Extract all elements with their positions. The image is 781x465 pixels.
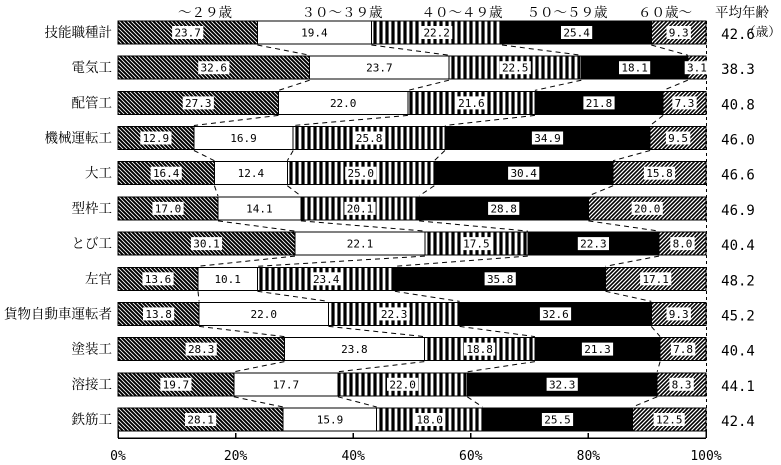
connector-line — [338, 397, 377, 407]
bar-row — [72, 197, 755, 220]
bar-row — [72, 408, 755, 431]
x-axis-tick-label: 60% — [459, 449, 483, 464]
average-age-value: 40.4 — [721, 238, 755, 255]
segment-value: 7.8 — [673, 343, 694, 357]
segment-value: 22.5 — [501, 61, 529, 75]
bar-row — [72, 232, 755, 255]
segment-value: 18.1 — [621, 61, 648, 75]
bar-row — [72, 56, 755, 79]
connector-line — [338, 362, 424, 372]
connector-line — [606, 256, 660, 266]
segment-value: 17.0 — [154, 202, 182, 216]
category-label: 配管工 — [71, 95, 112, 112]
bar-row — [45, 127, 755, 150]
segment-value: 22.1 — [346, 237, 374, 251]
connector-line — [467, 397, 482, 407]
segment-value: 18.8 — [466, 343, 493, 357]
segment-value: 9.3 — [668, 26, 689, 40]
segment-value: 23.4 — [312, 272, 340, 286]
category-label: 左官 — [85, 271, 112, 288]
x-axis-tick-label: 80% — [576, 449, 601, 464]
connector-line — [395, 256, 528, 266]
segment-value: 20.1 — [346, 202, 374, 216]
segment-value: 27.3 — [185, 96, 212, 110]
segment-value: 9.3 — [668, 307, 689, 321]
connector-line — [199, 326, 284, 336]
connector-line — [657, 362, 660, 372]
segment-value: 22.2 — [423, 26, 450, 40]
bar-row — [72, 373, 755, 396]
segment-value: 30.4 — [510, 167, 537, 181]
bar-row — [72, 338, 755, 361]
connector-line — [650, 115, 663, 125]
connector-line — [502, 45, 581, 55]
connector-line — [293, 115, 408, 125]
connector-line — [198, 291, 199, 301]
average-age-value: 46.0 — [721, 132, 755, 149]
segment-value: 28.8 — [490, 202, 517, 216]
segment-value: 3.1 — [686, 61, 707, 75]
segment-value: 25.4 — [563, 26, 590, 40]
x-axis-tick-label: 100% — [690, 449, 722, 464]
segment-value: 15.9 — [316, 413, 344, 427]
connector-line — [460, 326, 535, 336]
bar-row — [72, 91, 755, 114]
segment-value: 13.8 — [145, 307, 172, 321]
segment-value: 12.5 — [656, 413, 683, 427]
average-age-header: 平均年齢 — [715, 5, 769, 21]
segment-value: 17.1 — [642, 272, 669, 286]
segment-value: 34.9 — [534, 132, 561, 145]
connector-line — [419, 221, 528, 231]
segment-value: 12.4 — [237, 167, 265, 181]
age-group-header: ３０～３９歳 — [301, 5, 383, 21]
x-axis-tick-label: 20% — [223, 449, 248, 464]
segment-value: 25.5 — [544, 413, 571, 427]
average-age-value: 44.1 — [721, 378, 755, 395]
segment-value: 23.8 — [341, 343, 368, 357]
segment-value: 23.7 — [366, 61, 393, 75]
connector-line — [371, 45, 449, 55]
segment-value: 15.8 — [646, 167, 673, 181]
connector-line — [287, 151, 293, 161]
connector-line — [419, 186, 434, 196]
connector-line — [234, 362, 285, 372]
average-age-unit: （歳） — [743, 24, 781, 39]
segment-value: 28.3 — [187, 343, 215, 357]
category-label: 塗装工 — [71, 341, 112, 358]
connector-line — [445, 115, 535, 125]
connector-line — [663, 80, 688, 90]
average-age-value: 45.2 — [721, 308, 755, 325]
segment-value: 16.4 — [152, 167, 180, 181]
connector-line — [408, 80, 449, 90]
segment-value: 22.0 — [329, 96, 357, 110]
connector-line — [214, 186, 218, 196]
category-label: 電気工 — [71, 60, 112, 77]
segment-value: 17.7 — [272, 378, 300, 392]
category-label: 大工 — [85, 165, 112, 182]
segment-value: 21.6 — [458, 96, 485, 110]
connector-line — [257, 45, 309, 55]
segment-value: 23.7 — [174, 26, 201, 40]
category-label: 型枠工 — [71, 200, 112, 217]
segment-value: 9.5 — [668, 132, 689, 145]
category-label: 技能職種計 — [44, 25, 112, 41]
connector-line — [194, 115, 279, 125]
connector-line — [279, 80, 310, 90]
segment-value: 13.6 — [144, 272, 172, 286]
connector-line — [194, 151, 215, 161]
connector-line — [535, 80, 581, 90]
category-label: 機械運転工 — [44, 130, 112, 147]
bar-row — [45, 21, 755, 44]
category-label: とび工 — [71, 236, 112, 253]
connector-line — [467, 362, 535, 372]
segment-value: 32.6 — [200, 61, 228, 75]
connector-line — [633, 397, 658, 407]
connector-line — [588, 186, 613, 196]
x-axis-tick-label: 40% — [341, 449, 365, 464]
segment-value: 21.8 — [585, 96, 613, 110]
connector-line — [329, 326, 425, 336]
category-label: 鉄筋工 — [71, 412, 112, 428]
connector-line — [287, 186, 301, 196]
connector-line — [588, 221, 659, 231]
segment-value: 8.0 — [672, 237, 693, 251]
average-age-value: 42.6 — [721, 27, 755, 43]
segment-value: 16.9 — [230, 132, 257, 145]
segment-value: 22.3 — [380, 307, 408, 321]
average-age-value: 40.4 — [721, 343, 755, 360]
segment-value: 30.1 — [193, 237, 220, 251]
connector-line — [651, 326, 660, 336]
average-age-value: 38.3 — [721, 62, 755, 79]
segment-value: 35.8 — [486, 272, 514, 286]
connector-line — [234, 397, 283, 407]
bar-row — [85, 162, 755, 185]
category-label: 貨物自動車運転者 — [4, 306, 112, 323]
segment-value: 10.1 — [214, 272, 241, 286]
connector-line — [434, 151, 445, 161]
segment-value: 17.5 — [463, 237, 490, 251]
x-axis-tick-label: 0% — [110, 449, 126, 464]
category-label: 溶接工 — [71, 376, 112, 393]
segment-value: 19.7 — [162, 378, 190, 392]
segment-value: 21.3 — [584, 343, 611, 357]
segment-value: 22.3 — [580, 237, 607, 251]
average-age-value: 46.6 — [721, 167, 755, 184]
connector-line — [606, 291, 652, 301]
bar-row — [4, 302, 755, 325]
segment-value: 12.9 — [142, 132, 170, 145]
segment-value: 25.8 — [355, 132, 383, 145]
segment-value: 19.4 — [301, 26, 328, 40]
age-group-header: ４０～４９歳 — [421, 5, 503, 21]
average-age-value: 42.4 — [721, 414, 755, 430]
average-age-value: 46.9 — [721, 202, 755, 219]
segment-value: 7.3 — [674, 96, 695, 110]
average-age-value: 40.8 — [721, 97, 755, 114]
connector-line — [613, 151, 650, 161]
segment-value: 18.0 — [416, 413, 443, 427]
segment-value: 25.0 — [347, 167, 375, 181]
segment-value: 32.3 — [548, 378, 576, 392]
segment-value: 22.0 — [250, 307, 278, 321]
age-group-header: ５０～５９歳 — [526, 5, 608, 21]
connector-line — [301, 221, 425, 231]
average-age-value: 48.2 — [721, 273, 755, 290]
connector-line — [257, 291, 328, 301]
age-group-header: ～２９歳 — [178, 5, 232, 21]
segment-value: 20.0 — [633, 202, 661, 216]
segment-value: 22.0 — [389, 378, 416, 392]
bar-row — [85, 267, 755, 290]
connector-line — [395, 291, 460, 301]
segment-value: 14.1 — [246, 202, 273, 216]
segment-value: 8.3 — [671, 378, 692, 392]
age-group-header: ６０歳～ — [638, 5, 692, 21]
segment-value: 28.1 — [187, 413, 214, 427]
segment-value: 32.6 — [542, 307, 569, 321]
connector-line — [651, 45, 688, 55]
connector-line — [218, 221, 295, 231]
